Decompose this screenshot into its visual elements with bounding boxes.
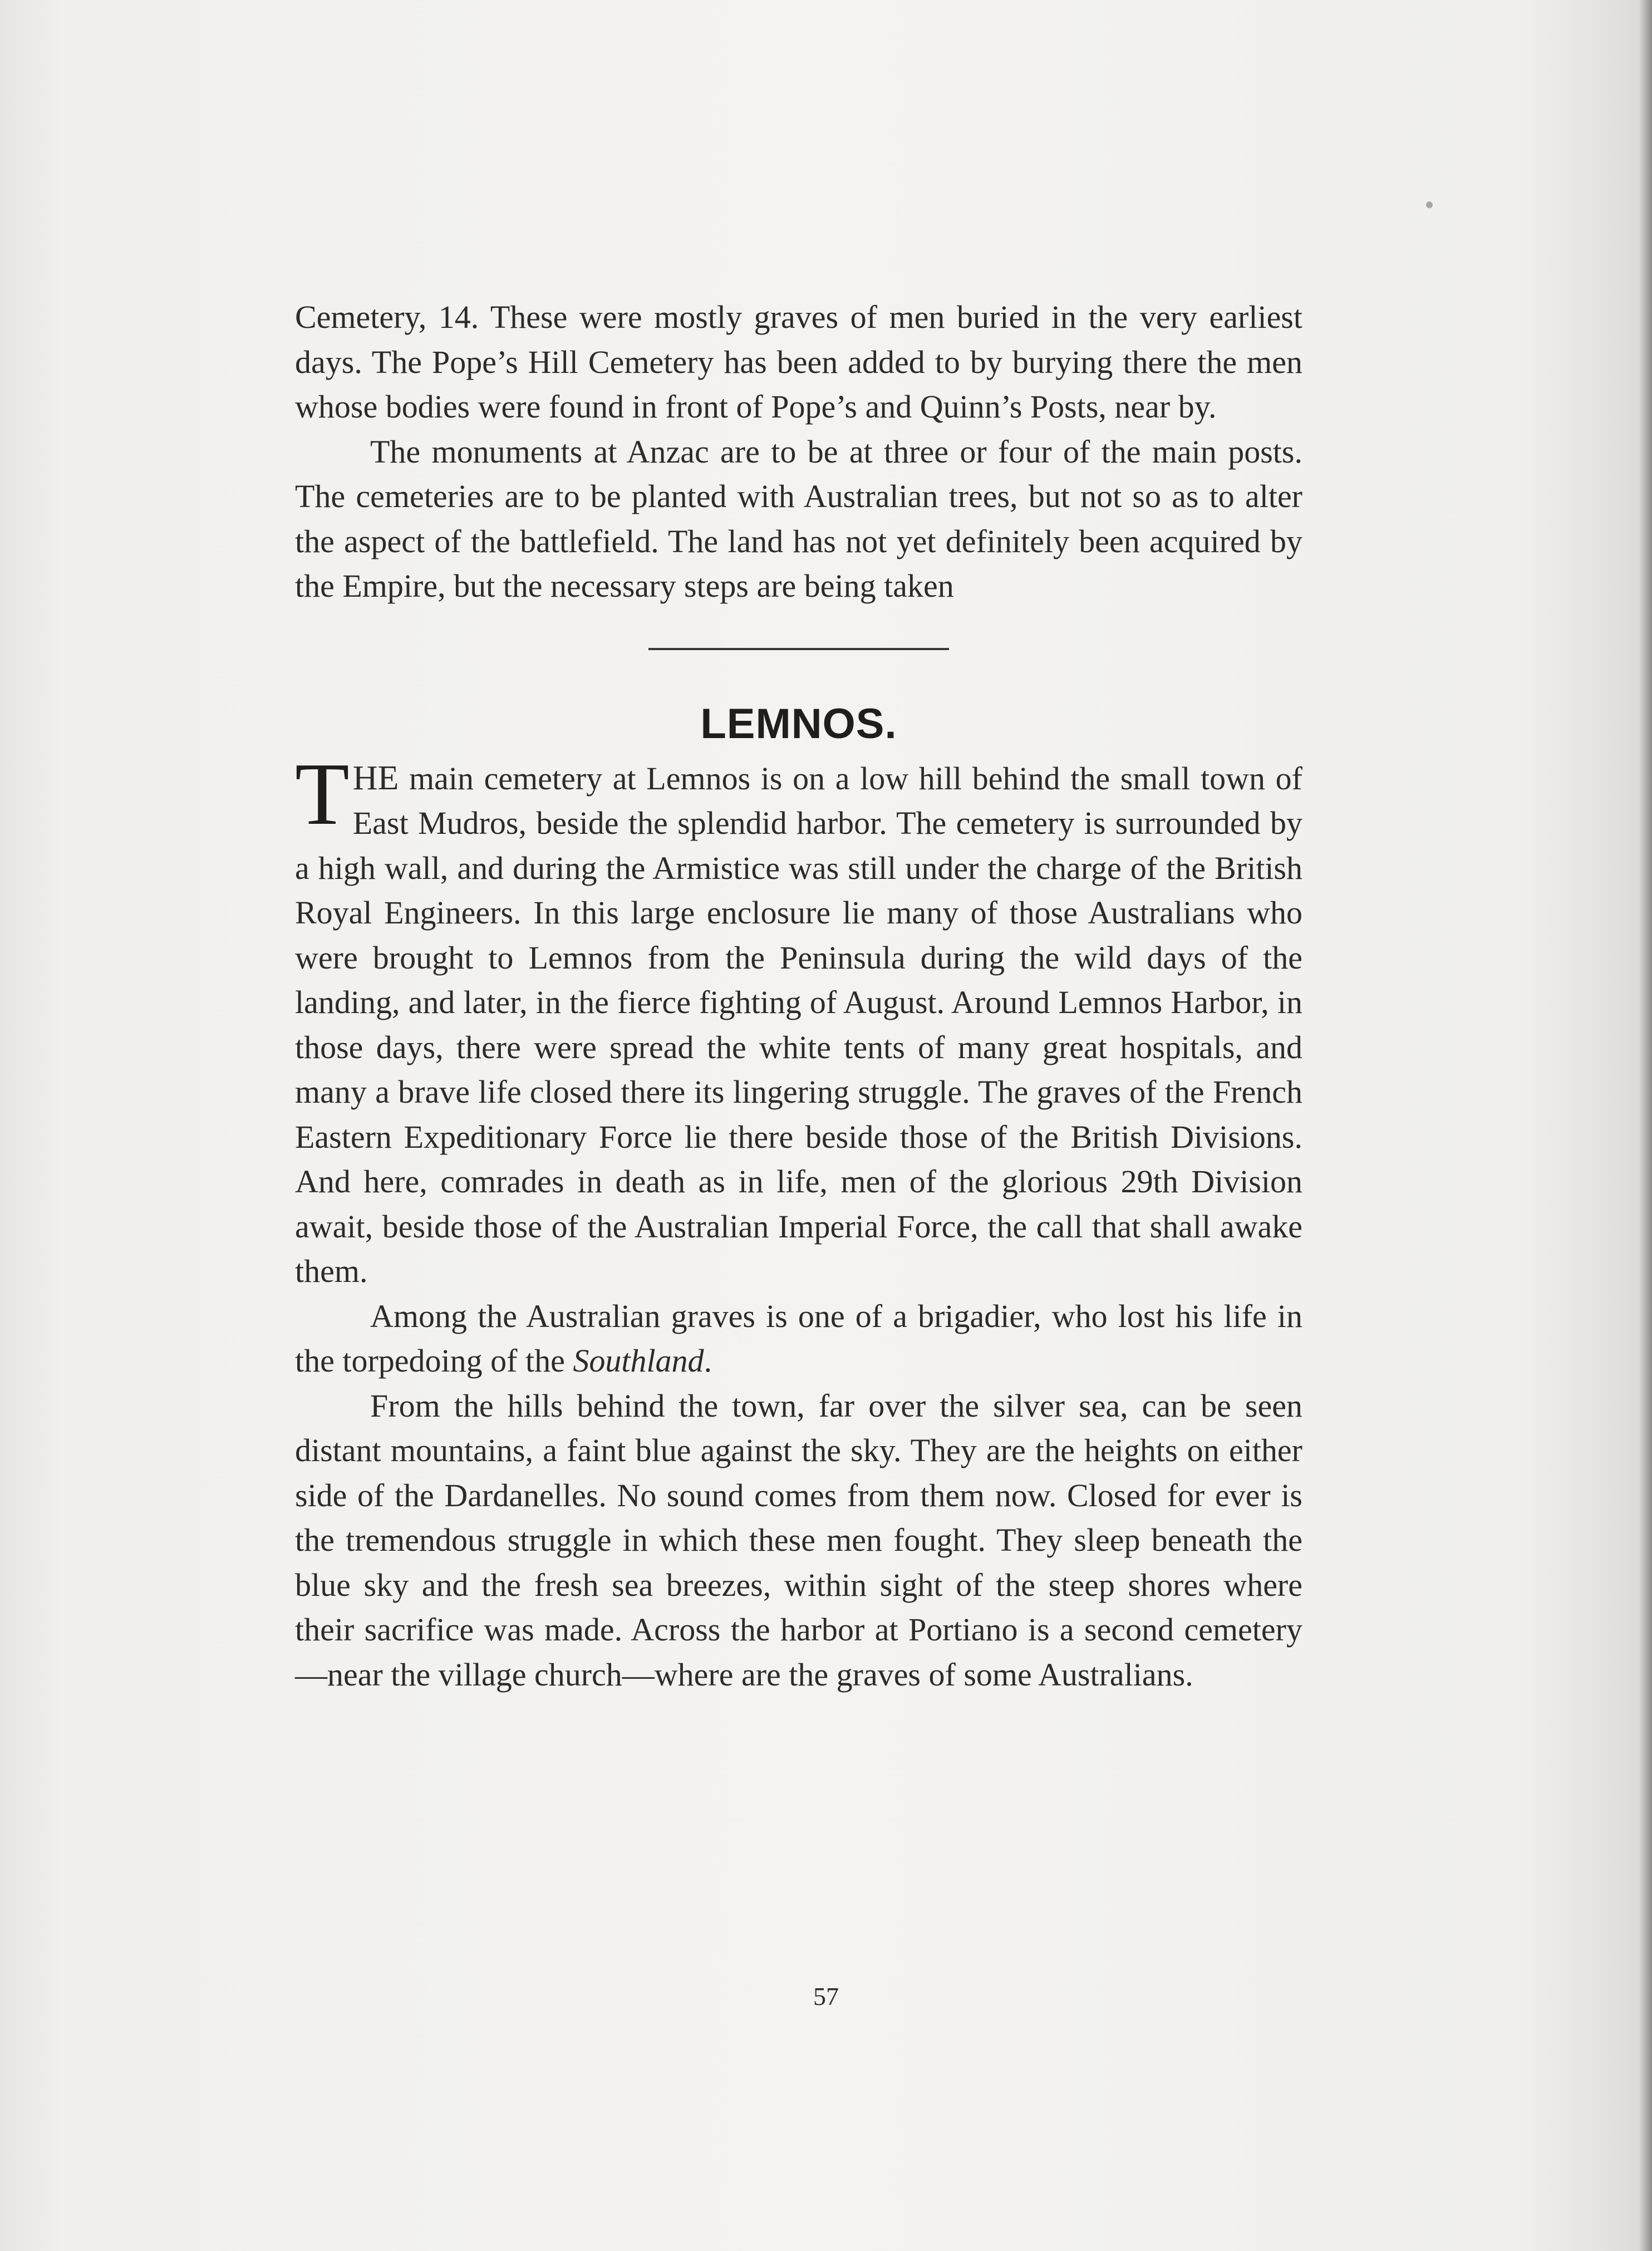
paragraph-cemetery-continued: Cemetery, 14. These were mostly graves of men buried in the very earliest days. The Pope’s Hill Cemetery has been added to by burying there the men whose bodies were found in front of Pope’s and Quinn’s Posts, near by. [295,299,1302,425]
page-edge-shadow [1640,0,1652,2251]
paragraph-brigadier [295,1294,1302,1384]
paragraph-lemnos-main-cemetery [295,744,1302,1294]
ship-name-italic: Southland [573,1343,704,1379]
paper-speck [1426,201,1433,208]
paragraph-anzac-monuments: The monuments at Anzac are to be at three or four of the main posts. The cemeteries are to be planted with Australian trees, but not so as to alter the aspect of the battlefield. The land has not yet definitely been acquired by the Empire, but the necessary steps are being taken [295,433,1302,604]
first-word-small-caps: HE [352,759,399,797]
page-text-block [295,295,1302,1697]
paragraph-brigadier-text: Among the Australian graves is one of a brigadier, who lost his life in the torpedoing of the [295,1297,1302,1379]
drop-cap: T [295,744,350,843]
paragraph-lemnos-main-text: main cemetery at Lemnos is on a low hill behind the small town of East Mudros, beside the splendid harbor. The cemetery is surrounded by a high wall, and during the Armistice was still under the charge of the British Royal Engineers. In this large enclosure lie many of those Australians who were brought to Lemnos from the Peninsula during the wild days of the landing, and later, in the fierce fighting of August. Around Lemnos Harbor, in those days, there were spread the white tents of many great hospitals, and many a brave life closed there its lingering struggle. The graves of the French Eastern Expeditionary Force lie there beside those of the British Divisions. And here, comrades in death as in life, men of the glorious 29th Division await, beside those of the Australian Imperial Force, the call that shall awake them. [295,760,1302,1289]
paragraph-brigadier-end: . [704,1343,712,1379]
section-divider-rule [648,648,949,650]
page-number: 57 [813,1982,839,2011]
paragraph-dardanelles-view: From the hills behind the town, far over the silver sea, can be seen distant mountains, a faint blue against the sky. They are the heights on either side of the Dardanelles. No sound comes from them now. Closed for ever is the tremendous struggle in which these men fought. They sleep beneath the blue sky and the fresh sea breezes, within sight of the steep shores where their sacrifice was made. Across the harbor at Portiano is a second cemetery—near the village church—where are the graves of some Australians. [295,1387,1302,1693]
section-heading-lemnos: LEMNOS. [700,700,897,748]
